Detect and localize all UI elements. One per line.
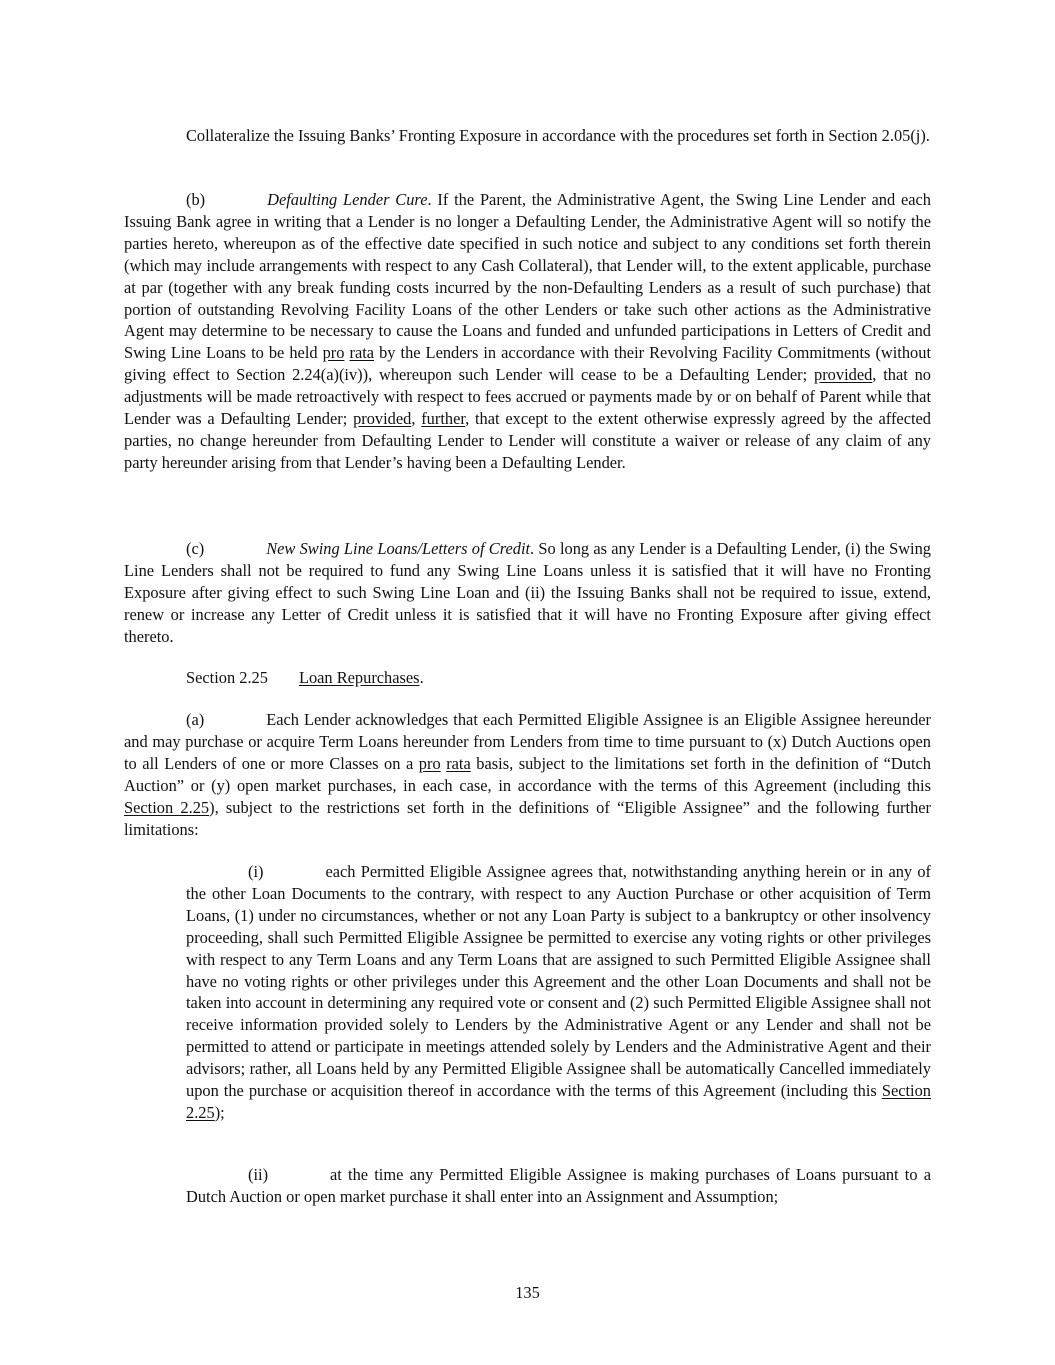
clause-text: Each Lender acknowledges that each Permitted Eligible Assignee is an Eligible Assignee hereunder and may purchase or acquire Term Loans hereunder from Lenders from time to time pursuant to (x) Dutch Auctions open to all Lenders of one or more Classes on a [124,710,931,773]
clause-text: at the time any Permitted Eligible Assignee is making purchases of Loans pursuant to a Dutch Auction or open market purchase it shall enter into an Assignment and Assumption; [186,1165,931,1206]
section-number: Section 2.25 [186,668,268,687]
clause-text: ), subject to the restrictions set forth in the definitions of “Eligible Assignee” and the following further limitations: [124,797,931,839]
rata-term: rata [349,343,375,363]
paragraph-a-eligible-assignee [124,709,931,840]
clause-text: , that no adjustments will be made retroactively with respect to fees accrued or payments made by or on behalf of Parent while that Lender was a Defaulting Lender; [124,365,932,429]
paragraph-b-defaulting-lender-cure [124,189,931,474]
clause-label: (a) [186,710,205,729]
clause-text: each Permitted Eligible Assignee agrees that, notwithstanding anything herein or in any of the other Loan Documents to the contrary, with respect to any Auction Purchase or other acquisition of Term Loans, (1) under no circumstances, whether or not any Loan Party is subject to a bankruptcy or other insolvency proceeding, shall such Permitted Eligible Assignee be permitted to exercise any voting rights or other privileges with respect to any Term Loans and any Term Loans that are assigned to such Permitted Eligible Assignee shall have no voting rights or other privileges under this Agreement and the other Loan Documents and shall not be taken into account in determining any required vote or consent and (2) such Permitted Eligible Assignee shall not receive information provided solely to Lenders by the Administrative Agent or any Lender and shall not be permitted to attend or participate in meetings attended solely by Lenders and the Administrative Agent and their advisors; rather, all Loans held by any Permitted Eligible Assignee shall be automatically Cancelled immediately upon the purchase or acquisition thereof in accordance with the terms of this Agreement (including this [186,862,931,1101]
provided-term: provided [814,365,873,385]
clause-text: by the Lenders in accordance with their Revolving Facility Commitments (without giving effect to Section 2.24(a)(iv)), whereupon such Lender will cease to be a Defaulting Lender; [124,343,931,385]
clause-label: (c) [186,539,205,558]
clause-label: (ii) [248,1165,269,1184]
clause-text: , [411,409,422,429]
provided-term: provided [353,409,412,429]
clause-label: (i) [248,862,264,881]
paragraph-collateralize [186,125,931,147]
clause-text: . So long as any Lender is a Defaulting Lender, (i) the Swing Line Lenders shall not be required to fund any Swing Line Loans unless it is satisfied that it will have no Fronting Exposure after giving effect to such Swing Line Loan and (ii) the Issuing Banks shall not be required to issue, extend, renew or increase any Letter of Credit unless it is satisfied that it will have no Fronting Exposure after giving effect thereto. [124,539,931,646]
paragraph-i-voting-rights [186,861,931,1124]
section-reference: Section 2.25 [186,1081,931,1122]
paragraph-text: Collateralize the Issuing Banks’ Fronting Exposure in accordance with the procedures set forth in Section 2.05(j). [186,126,930,145]
clause-heading: New Swing Line Loans/Letters of Credit [266,539,531,558]
paragraph-ii-assignment [186,1164,931,1208]
rata-term: rata [446,753,471,773]
section-heading [186,667,931,689]
paragraph-c-new-swing-line-loans [124,538,931,648]
clause-text: ); [214,1102,225,1122]
page-number: 135 [515,1283,540,1302]
clause-label: (b) [186,190,206,209]
further-term: further [421,409,466,429]
section-title: Loan Repurchases [298,668,420,687]
clause-text: . If the Parent, the Administrative Agent, the Swing Line Lender and each Issuing Bank agree in writing that a Lender is no longer a Defaulting Lender, the Administrative Agent will so notify the parties hereto, whereupon as of the effective date specified in such notice and subject to any conditions set forth therein (which may include arrangements with respect to any Cash Collateral), that Lender will, to the extent applicable, purchase at par (together with any break funding costs incurred by the non-Defaulting Lenders as a result of such purchase) that portion of outstanding Revolving Facility Loans of the other Lenders or take such other actions as the Administrative Agent may determine to be necessary to cause the Loans and funded and unfunded participations in Letters of Credit and Swing Line Loans to be held [124,190,931,363]
clause-text: , that except to the extent otherwise expressly agreed by the affected parties, no change hereunder from Defaulting Lender to Lender will constitute a waiver or release of any claim of any party hereunder arising from that Lender’s having been a Defaulting Lender. [124,409,931,472]
clause-heading: Defaulting Lender Cure [267,190,428,209]
pro-term: pro [418,753,441,773]
pro-term: pro [322,343,345,363]
section-period: . [419,668,424,687]
section-reference: Section 2.25 [124,797,210,817]
clause-text: basis, subject to the limitations set forth in the definition of “Dutch Auction” or (y) open market purchases, in each case, in accordance with the terms of this Agreement (including this [124,753,931,795]
